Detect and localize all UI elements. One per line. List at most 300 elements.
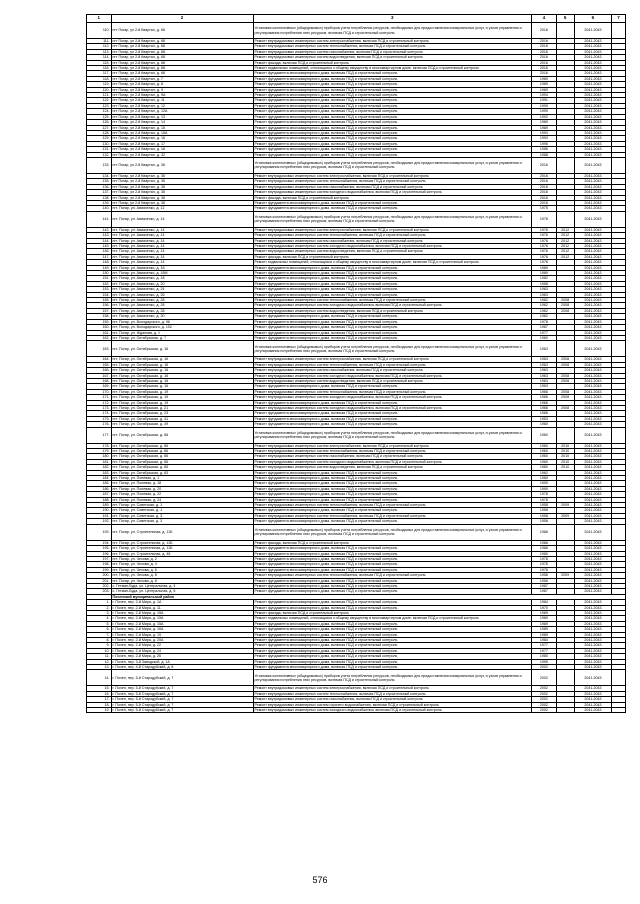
build-year-cell: 1980 bbox=[532, 654, 557, 659]
build-year-cell: 1963 bbox=[532, 373, 557, 378]
work-type-cell: Ремонт внутридомовых инженерных систем горячего водоснабжения, включая ПСД и строительный контроль bbox=[253, 702, 532, 707]
work-type-cell: Ремонт внутридомовых инженерных систем холодного водоснабжения, включая ПСД и строительный контроль bbox=[253, 244, 532, 249]
work-type-cell: Ремонт фасада, включая ПСД и строительный контроль bbox=[253, 540, 532, 545]
column-header: 6 bbox=[574, 15, 611, 23]
work-type-cell: Ремонт фундамента многоквартирного дома, включая ПСД и строительный контроль bbox=[253, 519, 532, 524]
work-type-cell: Ремонт фундамента многоквартирного дома, включая ПСД и строительный контроль bbox=[253, 481, 532, 486]
address-cell: пгт. Погар, ул. Октябрьская, д. 83 bbox=[111, 470, 253, 475]
address-cell: пгт Погар, ул 2-й Квартал, д. 36 bbox=[111, 184, 253, 189]
planned-period-cell: 2041-2043 bbox=[574, 271, 611, 276]
planned-period-cell: 2041-2043 bbox=[574, 319, 611, 324]
work-type-cell: Ремонт фундамента многоквартирного дома, включая ПСД и строительный контроль bbox=[253, 583, 532, 588]
address-cell: пгт. Погар, ул. Октябрьская, д. 66 bbox=[111, 449, 253, 454]
planned-period-cell: 2041-2043 bbox=[574, 556, 611, 561]
address-cell: г. Почеп, пер. 5-й Стародубский, д. 7 bbox=[111, 702, 253, 707]
row-number: 114. bbox=[87, 55, 112, 60]
address-cell: пгт. Погар, ул. Авиаченко, д. 18 bbox=[111, 276, 253, 281]
table-row bbox=[87, 416, 626, 421]
address-cell: пгт. Погар, ул. Авиаченко, д. 20 bbox=[111, 281, 253, 286]
address-cell: г. Почеп, пер. 5-й Стародубский, д. 7 bbox=[111, 670, 253, 686]
build-year-cell: 1984 bbox=[532, 600, 557, 605]
work-type-cell: Ремонт фасада, включая ПСД и строительный контроль bbox=[253, 60, 532, 65]
work-type-cell: Установка коллективных (общедомовых) приборов учета потребления ресурсов, необходимых для предоставления коммунальных услуг, и узлов управления и регулирования потребления этих ресурсов, включая ПСД и строительный контроль bbox=[253, 23, 532, 39]
build-year-cell: 2002 bbox=[532, 702, 557, 707]
build-year-cell: 1980 bbox=[532, 476, 557, 481]
row-number: 172. bbox=[87, 400, 112, 405]
build-year-cell: 2016 bbox=[532, 49, 557, 54]
row-number: 127. bbox=[87, 125, 112, 130]
planned-period-cell: 2041-2043 bbox=[574, 44, 611, 49]
row-number: 180. bbox=[87, 454, 112, 459]
planned-period-cell: 2041-2043 bbox=[574, 195, 611, 200]
row-number: 185. bbox=[87, 481, 112, 486]
address-cell: г. Почеп, пер. 5-й Стародубский, д. 7 bbox=[111, 708, 253, 713]
address-cell: пгт Погар, ул 2-й Квартал, д. 68 bbox=[111, 71, 253, 76]
planned-period-cell: 2041-2043 bbox=[574, 93, 611, 98]
address-cell: г. Почеп, пер. 2-й Мира, д. 1А bbox=[111, 600, 253, 605]
address-cell: пгт Погар, ул 2-й Квартал, д. 36 bbox=[111, 200, 253, 205]
row-number: 3. bbox=[87, 610, 112, 615]
address-cell: пгт. Погар, ул. Октябрьская, д. 66 bbox=[111, 465, 253, 470]
row-number: 142. bbox=[87, 227, 112, 232]
planned-period-cell: 2041-2043 bbox=[574, 211, 611, 227]
address-cell: пгт. Погар, ул. Октябрьская, д. 16 bbox=[111, 341, 253, 357]
planned-period-cell: 2041-2043 bbox=[574, 627, 611, 632]
address-cell: пгт Погар, ул 2-й Квартал, д. 16 bbox=[111, 136, 253, 141]
address-cell: пгт. Погар, ул. Октябрьская, д. 7 bbox=[111, 335, 253, 340]
build-year-cell: 2002 bbox=[532, 665, 557, 670]
build-year-cell: 1989 bbox=[532, 125, 557, 130]
build-year-cell: 2002 bbox=[532, 691, 557, 696]
row-number: 186. bbox=[87, 486, 112, 491]
table-row bbox=[87, 362, 626, 367]
planned-period-cell: 2041-2043 bbox=[574, 492, 611, 497]
work-type-cell: Ремонт фундамента многоквартирного дома, включая ПСД и строительный контроль bbox=[253, 120, 532, 125]
table-row bbox=[87, 23, 626, 39]
address-cell: пгт. Погар, ул. Строительная, д. 11Б bbox=[111, 524, 253, 540]
planned-period-cell: 2041-2043 bbox=[574, 330, 611, 335]
planned-period-cell: 2041-2043 bbox=[574, 508, 611, 513]
build-year-cell: 1978 bbox=[532, 492, 557, 497]
build-year-cell: 2016 bbox=[532, 71, 557, 76]
work-type-cell: Ремонт фундамента многоквартирного дома, включая ПСД и строительный контроль bbox=[253, 152, 532, 157]
build-year-cell: 2002 bbox=[532, 686, 557, 691]
row-number: 128. bbox=[87, 130, 112, 135]
address-cell: пгт Погар, ул 2-й Квартал, д. 36 bbox=[111, 195, 253, 200]
table-row bbox=[87, 470, 626, 475]
work-type-cell: Ремонт внутридомовых инженерных систем газоснабжения, включая ПСД и строительный контроль bbox=[253, 697, 532, 702]
table-row bbox=[87, 319, 626, 324]
work-type-cell: Ремонт фундамента многоквартирного дома, включая ПСД и строительный контроль bbox=[253, 292, 532, 297]
work-type-cell: Ремонт внутридомовых инженерных систем газоснабжения, включая ПСД и строительный контроль bbox=[253, 454, 532, 459]
build-year-cell: 1976 bbox=[532, 227, 557, 232]
planned-period-cell: 2041-2043 bbox=[574, 249, 611, 254]
work-type-cell: Ремонт подвальных помещений, относящихся к общему имуществу в многоквартирном доме, включая ПСД и строительный контроль bbox=[253, 616, 532, 621]
last-repair-year-cell: 2009 bbox=[556, 513, 574, 518]
planned-period-cell: 2041-2043 bbox=[574, 632, 611, 637]
planned-period-cell: 2041-2043 bbox=[574, 125, 611, 130]
build-year-cell: 2016 bbox=[532, 66, 557, 71]
table-row bbox=[87, 449, 626, 454]
row-number: 177. bbox=[87, 427, 112, 443]
planned-period-cell: 2041-2043 bbox=[574, 702, 611, 707]
build-year-cell: 1991 bbox=[532, 98, 557, 103]
address-cell: пгт. Погар, ул. Полевая, д. 18 bbox=[111, 481, 253, 486]
table-row bbox=[87, 389, 626, 394]
row-number: 1. bbox=[87, 600, 112, 605]
address-cell: г. Почеп, пер. 2-й Мира, д. 24 bbox=[111, 648, 253, 653]
planned-period-cell: 2041-2043 bbox=[574, 190, 611, 195]
row-number: 169. bbox=[87, 384, 112, 389]
work-type-cell: Ремонт фундамента многоквартирного дома, включая ПСД и строительный контроль bbox=[253, 265, 532, 270]
planned-period-cell: 2041-2043 bbox=[574, 643, 611, 648]
planned-period-cell: 2041-2043 bbox=[574, 276, 611, 281]
address-cell: пгт. Погар, ул. Чехова, д. 2 bbox=[111, 556, 253, 561]
address-cell: пгт Погар, ул 2-й Квартал, д. 68 bbox=[111, 23, 253, 39]
address-cell: пгт. Погар, ул. Авиаченко, д. 28 bbox=[111, 298, 253, 303]
address-cell: с. Гетман-Буда, ул. Центральная, д. 5 bbox=[111, 589, 253, 594]
address-cell: пгт. Погар, ул. Октябрьская, д. 16 bbox=[111, 362, 253, 367]
row-number: 191. bbox=[87, 513, 112, 518]
last-repair-year-cell bbox=[556, 23, 574, 39]
table-row bbox=[87, 659, 626, 664]
build-year-cell: 2016 bbox=[532, 55, 557, 60]
work-type-cell: Ремонт внутридомовых инженерных систем холодного водоснабжения, включая ПСД и строительный контроль bbox=[253, 395, 532, 400]
address-cell: пгт Погар, ул 2-й Квартал, д. 36 bbox=[111, 179, 253, 184]
work-type-cell: Ремонт внутридомовых инженерных систем водоотведения, включая ПСД и строительный контроль bbox=[253, 465, 532, 470]
build-year-cell: 1989 bbox=[532, 265, 557, 270]
work-type-cell: Ремонт фундамента многоквартирного дома, включая ПСД и строительный контроль bbox=[253, 621, 532, 626]
work-type-cell: Ремонт фундамента многоквартирного дома, включая ПСД и строительный контроль bbox=[253, 319, 532, 324]
planned-period-cell: 2041-2043 bbox=[574, 610, 611, 615]
work-type-cell: Ремонт фундамента многоквартирного дома, включая ПСД и строительный контроль bbox=[253, 497, 532, 502]
empty-cell bbox=[612, 157, 626, 173]
address-cell: пгт. Погар, ул. Авиаченко, д. 24 bbox=[111, 287, 253, 292]
table-row bbox=[87, 546, 626, 551]
address-cell: г. Почеп, пер. 5-й Стародубский, д. 7 bbox=[111, 691, 253, 696]
table-row bbox=[87, 157, 626, 173]
address-cell: пгт Погар, ул 2-й Квартал, д. 15 bbox=[111, 125, 253, 130]
address-cell: пгт Погар, ул 2-й Квартал, д. 68 bbox=[111, 60, 253, 65]
table-row bbox=[87, 443, 626, 448]
build-year-cell: 2016 bbox=[532, 44, 557, 49]
address-cell: пгт. Погар, ул. Авиаченко, д. 14 bbox=[111, 249, 253, 254]
row-number: 13. bbox=[87, 665, 112, 670]
table-row bbox=[87, 422, 626, 427]
row-number: 151. bbox=[87, 276, 112, 281]
planned-period-cell: 2041-2043 bbox=[574, 308, 611, 313]
work-type-cell: Ремонт внутридомовых инженерных систем холодного водоснабжения, включая ПСД и строительный контроль bbox=[253, 303, 532, 308]
planned-period-cell: 2041-2043 bbox=[574, 260, 611, 265]
planned-period-cell: 2041-2043 bbox=[574, 605, 611, 610]
row-number: 129. bbox=[87, 136, 112, 141]
table-row bbox=[87, 691, 626, 696]
build-year-cell: 1976 bbox=[532, 233, 557, 238]
address-cell: г. Почеп, пер. 2-й Мира, д. 15А bbox=[111, 621, 253, 626]
address-cell: пгт Погар, ул 2-й Квартал, д. 13 bbox=[111, 114, 253, 119]
table-row bbox=[87, 395, 626, 400]
build-year-cell: 1975 bbox=[532, 206, 557, 211]
address-cell: г. Почеп, пер. 3-й Заводской, д. 1А bbox=[111, 659, 253, 664]
planned-period-cell: 2041-2043 bbox=[574, 55, 611, 60]
build-year-cell: 1976 bbox=[532, 244, 557, 249]
table-row bbox=[87, 325, 626, 330]
address-cell: пгт. Погар, ул. Советская, д. 3 bbox=[111, 513, 253, 518]
table-row bbox=[87, 583, 626, 588]
last-repair-year-cell: 2012 bbox=[556, 244, 574, 249]
table-row bbox=[87, 459, 626, 464]
row-number: 116. bbox=[87, 66, 112, 71]
address-cell: пгт. Погар, ул. Октябрьская, д. 66 bbox=[111, 454, 253, 459]
planned-period-cell: 2041-2043 bbox=[574, 513, 611, 518]
row-number: 122. bbox=[87, 98, 112, 103]
work-type-cell: Ремонт внутридомовых инженерных систем теплоснабжения, включая ПСД и строительный контроль bbox=[253, 503, 532, 508]
address-cell: пгт. Погар, ул. Октябрьская, д. 19 bbox=[111, 395, 253, 400]
planned-period-cell: 2041-2043 bbox=[574, 567, 611, 572]
build-year-cell: 1986 bbox=[532, 524, 557, 540]
table-row bbox=[87, 378, 626, 383]
address-cell: г. Почеп, пер. 2-й Мира, д. 22 bbox=[111, 643, 253, 648]
build-year-cell: 1989 bbox=[532, 627, 557, 632]
table-row bbox=[87, 454, 626, 459]
work-type-cell: Ремонт фундамента многоквартирного дома, включая ПСД и строительный контроль bbox=[253, 281, 532, 286]
planned-period-cell: 2041-2043 bbox=[574, 427, 611, 443]
row-number: 2. bbox=[87, 605, 112, 610]
empty-cell bbox=[612, 708, 626, 713]
planned-period-cell: 2041-2043 bbox=[574, 341, 611, 357]
capital-repair-table bbox=[86, 14, 626, 713]
row-number: 140. bbox=[87, 206, 112, 211]
address-cell: пгт. Погар, ул. Октябрьская, д. 41 bbox=[111, 416, 253, 421]
address-cell: пгт Погар, ул 2-й Квартал, д. 8 bbox=[111, 82, 253, 87]
planned-period-cell: 2041-2043 bbox=[574, 292, 611, 297]
planned-period-cell: 2041-2043 bbox=[574, 573, 611, 578]
planned-period-cell: 2041-2043 bbox=[574, 303, 611, 308]
row-number: 183. bbox=[87, 470, 112, 475]
row-number: 203. bbox=[87, 589, 112, 594]
planned-period-cell: 2041-2043 bbox=[574, 708, 611, 713]
build-year-cell: 1989 bbox=[532, 82, 557, 87]
address-cell: пгт Погар, ул 2-й Квартал, д. 36 bbox=[111, 157, 253, 173]
address-cell: пгт Погар, ул 2-й Квартал, д. 36 bbox=[111, 190, 253, 195]
build-year-cell: 1990 bbox=[532, 481, 557, 486]
row-number: 132. bbox=[87, 152, 112, 157]
row-number: 125. bbox=[87, 114, 112, 119]
planned-period-cell: 2041-2043 bbox=[574, 384, 611, 389]
build-year-cell: 1962 bbox=[532, 303, 557, 308]
planned-period-cell: 2041-2043 bbox=[574, 389, 611, 394]
row-number: 113. bbox=[87, 49, 112, 54]
work-type-cell: Ремонт фундамента многоквартирного дома, включая ПСД и строительный контроль bbox=[253, 567, 532, 572]
row-number: 198. bbox=[87, 562, 112, 567]
build-year-cell: 1970 bbox=[532, 605, 557, 610]
row-number: 182. bbox=[87, 465, 112, 470]
build-year-cell: 1963 bbox=[532, 362, 557, 367]
row-number: 9. bbox=[87, 643, 112, 648]
planned-period-cell: 2041-2043 bbox=[574, 405, 611, 410]
address-cell: пгт. Погар, ул. Жданова, д. 1 bbox=[111, 330, 253, 335]
table-row bbox=[87, 670, 626, 686]
work-type-cell: Ремонт фундамента многоквартирного дома, включая ПСД и строительный контроль bbox=[253, 330, 532, 335]
planned-period-cell: 2041-2043 bbox=[574, 670, 611, 686]
build-year-cell: 1978 bbox=[532, 497, 557, 502]
planned-period-cell: 2041-2043 bbox=[574, 616, 611, 621]
address-cell: г. Почеп, пер. 2-й Мира, д. 20А bbox=[111, 638, 253, 643]
row-number: 130. bbox=[87, 141, 112, 146]
row-number: 19. bbox=[87, 708, 112, 713]
work-type-cell: Ремонт внутридомовых инженерных систем водоотведения, включая ПСД и строительный контроль bbox=[253, 378, 532, 383]
work-type-cell: Ремонт внутридомовых инженерных систем теплоснабжения, включая ПСД и строительный контроль bbox=[253, 233, 532, 238]
table-row bbox=[87, 211, 626, 227]
address-cell: пгт. Погар, ул. Володарского, д. 96 bbox=[111, 319, 253, 324]
planned-period-cell: 2041-2043 bbox=[574, 583, 611, 588]
build-year-cell: 1977 bbox=[532, 648, 557, 653]
work-type-cell: Ремонт фундамента многоквартирного дома, включая ПСД и строительный контроль bbox=[253, 400, 532, 405]
build-year-cell: 1960 bbox=[532, 465, 557, 470]
address-cell: пгт. Погар, ул. Авиаченко, д. 12 bbox=[111, 206, 253, 211]
build-year-cell: 1963 bbox=[532, 384, 557, 389]
planned-period-cell: 2041-2043 bbox=[574, 589, 611, 594]
build-year-cell: 1956 bbox=[532, 573, 557, 578]
address-cell: пгт. Погар, ул. Октябрьская, д. 16 bbox=[111, 373, 253, 378]
row-number: 141. bbox=[87, 211, 112, 227]
table-row bbox=[87, 400, 626, 405]
work-type-cell: Ремонт фундамента многоквартирного дома, включая ПСД и строительный контроль bbox=[253, 665, 532, 670]
work-type-cell: Установка коллективных (общедомовых) приборов учета потребления ресурсов, необходимых для предоставления коммунальных услуг, и узлов управления и регулирования потребления этих ресурсов, включая ПСД и строительный контроль bbox=[253, 427, 532, 443]
column-header: 4 bbox=[532, 15, 557, 23]
row-number: 164. bbox=[87, 357, 112, 362]
table-row bbox=[87, 697, 626, 702]
row-number: 161. bbox=[87, 330, 112, 335]
row-number: 162. bbox=[87, 335, 112, 340]
work-type-cell: Ремонт фундамента многоквартирного дома, включая ПСД и строительный контроль bbox=[253, 200, 532, 205]
empty-cell bbox=[612, 23, 626, 39]
address-cell: пгт. Погар, ул. Авиаченко, д. 14 bbox=[111, 238, 253, 243]
work-type-cell: Установка коллективных (общедомовых) приборов учета потребления ресурсов, необходимых для предоставления коммунальных услуг, и узлов управления и регулирования потребления этих ресурсов, включая ПСД и строительный контроль bbox=[253, 670, 532, 686]
build-year-cell: 1956 bbox=[532, 578, 557, 583]
row-number: 126. bbox=[87, 120, 112, 125]
work-type-cell: Ремонт внутридомовых инженерных систем теплоснабжения, включая ПСД и строительный контроль bbox=[253, 573, 532, 578]
last-repair-year-cell: 2008 bbox=[556, 378, 574, 383]
work-type-cell: Ремонт внутридомовых инженерных систем водоотведения, включая ПСД и строительный контроль bbox=[253, 308, 532, 313]
work-type-cell: Ремонт фундамента многоквартирного дома, включая ПСД и строительный контроль bbox=[253, 71, 532, 76]
table-row bbox=[87, 341, 626, 357]
build-year-cell: 1989 bbox=[532, 616, 557, 621]
build-year-cell: 1987 bbox=[532, 583, 557, 588]
row-number: 139. bbox=[87, 200, 112, 205]
last-repair-year-cell: 2008 bbox=[556, 395, 574, 400]
build-year-cell: 1962 bbox=[532, 308, 557, 313]
table-row bbox=[87, 551, 626, 556]
work-type-cell: Ремонт внутридомовых инженерных систем электроснабжения, включая ПСД и строительный контроль bbox=[253, 227, 532, 232]
planned-period-cell: 2041-2043 bbox=[574, 152, 611, 157]
row-number: 170. bbox=[87, 389, 112, 394]
address-cell: с. Гетман-Буда, ул. Центральная, д. 4 bbox=[111, 583, 253, 588]
planned-period-cell: 2041-2043 bbox=[574, 184, 611, 189]
last-repair-year-cell: 2010 bbox=[556, 459, 574, 464]
address-cell: пгт Погар, ул 2-й Квартал, д. 14 bbox=[111, 120, 253, 125]
build-year-cell: 1989 bbox=[532, 632, 557, 637]
planned-period-cell: 2041-2043 bbox=[574, 373, 611, 378]
planned-period-cell: 2041-2043 bbox=[574, 503, 611, 508]
row-number: 110. bbox=[87, 23, 112, 39]
build-year-cell: 1962 bbox=[532, 314, 557, 319]
build-year-cell: 2016 bbox=[532, 179, 557, 184]
build-year-cell: 1989 bbox=[532, 120, 557, 125]
table-row bbox=[87, 589, 626, 594]
row-number: 16. bbox=[87, 691, 112, 696]
table-row bbox=[87, 373, 626, 378]
build-year-cell: 2016 bbox=[532, 157, 557, 173]
address-cell: пгт. Погар, ул. Авиаченко, д. 26 bbox=[111, 292, 253, 297]
last-repair-year-cell bbox=[556, 427, 574, 443]
row-number: 12. bbox=[87, 659, 112, 664]
address-cell: пгт Погар, ул 2-й Квартал, д. 11 bbox=[111, 98, 253, 103]
build-year-cell: 1994 bbox=[532, 93, 557, 98]
address-cell: пгт. Погар, ул. Володарского, д. 102 bbox=[111, 325, 253, 330]
address-cell: пгт Погар, ул 2-й Квартал, д. 17 bbox=[111, 141, 253, 146]
last-repair-year-cell: 2008 bbox=[556, 362, 574, 367]
address-cell: пгт. Погар, ул. Октябрьская, д. 16 bbox=[111, 384, 253, 389]
planned-period-cell: 2041-2043 bbox=[574, 540, 611, 545]
planned-period-cell: 2041-2043 bbox=[574, 465, 611, 470]
address-cell: пгт. Погар, ул. Авиаченко, д. 16 bbox=[111, 265, 253, 270]
work-type-cell: Ремонт фундамента многоквартирного дома, включая ПСД и строительный контроль bbox=[253, 600, 532, 605]
address-cell: пгт. Погар, ул. Строительная, д. 48 bbox=[111, 551, 253, 556]
work-type-cell: Ремонт фундамента многоквартирного дома, включая ПСД и строительный контроль bbox=[253, 638, 532, 643]
column-header: 2 bbox=[111, 15, 253, 23]
address-cell: пгт. Погар, ул. Октябрьская, д. 23 bbox=[111, 411, 253, 416]
row-number: 18. bbox=[87, 702, 112, 707]
work-type-cell: Ремонт фундамента многоквартирного дома, включая ПСД и строительный контроль bbox=[253, 627, 532, 632]
planned-period-cell: 2041-2043 bbox=[574, 66, 611, 71]
address-cell: г. Почеп, пер. 2-й Мира, д. 26 bbox=[111, 654, 253, 659]
work-type-cell: Ремонт фундамента многоквартирного дома, включая ПСД и строительный контроль bbox=[253, 589, 532, 594]
row-number: 174. bbox=[87, 411, 112, 416]
empty-cell bbox=[612, 341, 626, 357]
row-number: 159. bbox=[87, 319, 112, 324]
planned-period-cell: 2041-2043 bbox=[574, 416, 611, 421]
row-number: 173. bbox=[87, 405, 112, 410]
address-cell: пгт Погар, ул 2-й Квартал, д. 9 bbox=[111, 87, 253, 92]
planned-period-cell: 2041-2043 bbox=[574, 200, 611, 205]
last-repair-year-cell: 2008 bbox=[556, 298, 574, 303]
address-cell: пгт. Погар, ул. Авиаченко, д. 14 bbox=[111, 233, 253, 238]
address-cell: пгт. Погар, ул. Октябрьская, д. 49 bbox=[111, 422, 253, 427]
work-type-cell: Установка коллективных (общедомовых) приборов учета потребления ресурсов, необходимых для предоставления коммунальных услуг, и узлов управления и регулирования потребления этих ресурсов, включая ПСД и строительный контроль bbox=[253, 524, 532, 540]
work-type-cell: Ремонт фундамента многоквартирного дома, включая ПСД и строительный контроль bbox=[253, 76, 532, 81]
work-type-cell: Ремонт фундамента многоквартирного дома, включая ПСД и строительный контроль bbox=[253, 147, 532, 152]
row-number: 166. bbox=[87, 368, 112, 373]
row-number: 167. bbox=[87, 373, 112, 378]
address-cell: пгт. Погар, ул. Строительная, д. 11Б bbox=[111, 540, 253, 545]
planned-period-cell: 2041-2043 bbox=[574, 454, 611, 459]
build-year-cell: 2016 bbox=[532, 173, 557, 178]
build-year-cell: 1993 bbox=[532, 136, 557, 141]
build-year-cell: 1963 bbox=[532, 368, 557, 373]
row-number: 201. bbox=[87, 578, 112, 583]
build-year-cell: 1976 bbox=[532, 562, 557, 567]
row-number: 178. bbox=[87, 443, 112, 448]
build-year-cell: 2016 bbox=[532, 60, 557, 65]
planned-period-cell: 2041-2043 bbox=[574, 481, 611, 486]
work-type-cell: Ремонт внутридомовых инженерных систем теплоснабжения, включая ПСД и строительный контроль bbox=[253, 179, 532, 184]
work-type-cell: Ремонт фундамента многоквартирного дома, включая ПСД и строительный контроль bbox=[253, 93, 532, 98]
address-cell: пгт. Погар, ул. Авиаченко, д. 14 bbox=[111, 260, 253, 265]
last-repair-year-cell: 2008 bbox=[556, 303, 574, 308]
address-cell: пгт. Погар, ул. Авиаченко, д. 30 bbox=[111, 314, 253, 319]
build-year-cell: 1958 bbox=[532, 281, 557, 286]
